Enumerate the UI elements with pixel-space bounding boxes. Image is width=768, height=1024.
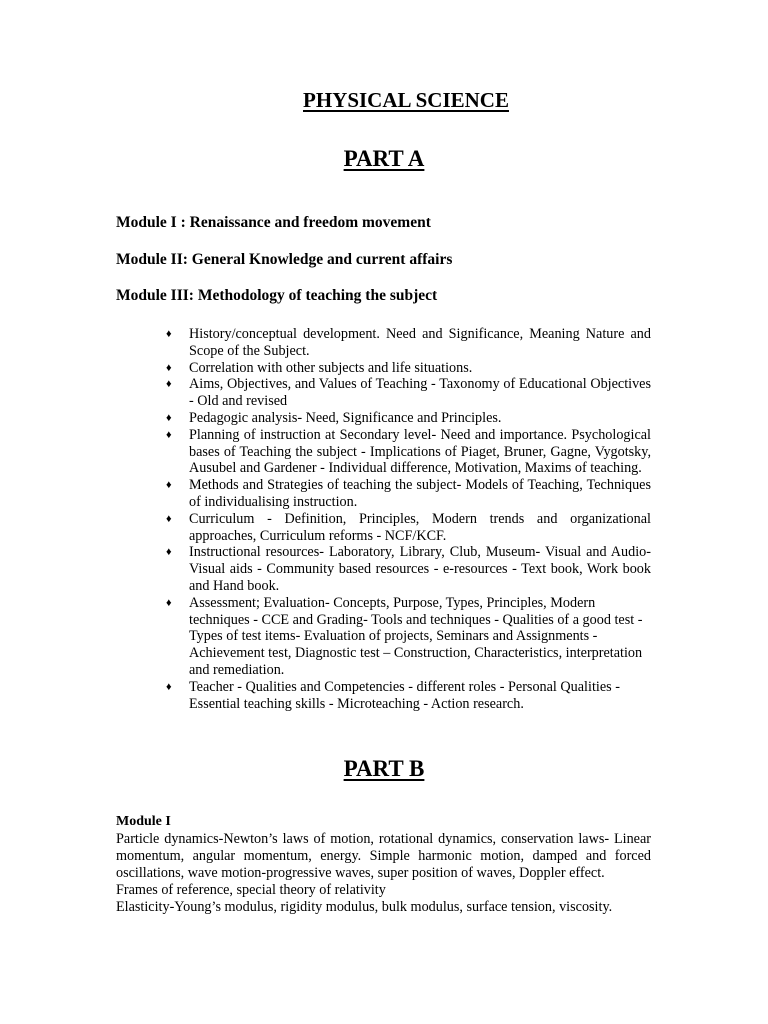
list-item-text: Assessment; Evaluation- Concepts, Purpose, Types, Principles, Modern techniques - CCE and Grading- Tools and techniques - Qualities of a good test - Types of test items- Evaluation of projects, Seminars and Assignments - Achievement test, Diagnostic test – Construction, Characteristics, interpretation and remediation. [189, 594, 643, 678]
diamond-bullet-icon: ♦ [166, 428, 172, 441]
diamond-bullet-icon: ♦ [166, 512, 172, 525]
list-item-text: Pedagogic analysis- Need, Significance and Principles. [189, 409, 502, 426]
list-item [166, 511, 651, 545]
part-a-module-3: Module III: Methodology of teaching the subject [116, 287, 438, 304]
part-a-module-1: Module I : Renaissance and freedom movement [116, 214, 431, 231]
part-b-paragraph: Elasticity-Young’s modulus, rigidity modulus, bulk modulus, surface tension, viscosity. [116, 899, 613, 915]
list-item-text: Aims, Objectives, and Values of Teaching - Taxonomy of Educational Objectives - Old and revised [189, 376, 651, 410]
list-item-text: Planning of instruction at Secondary level- Need and importance. Psychological bases of Teaching the subject - Implications of Piaget, Bruner, Gagne, Vygotsky, Ausubel and Gardener - Individual difference, Motivation, Maxims of teaching. [189, 426, 651, 477]
list-item-text: Teacher - Qualities and Competencies - different roles - Personal Qualities - Essential teaching skills - Microteaching - Action research. [189, 678, 620, 712]
list-item [166, 427, 651, 477]
list-item-text: History/conceptual development. Need and Significance, Meaning Nature and Scope of the Subject. [189, 326, 651, 359]
list-item [166, 477, 651, 511]
list-item-text: Correlation with other subjects and life situations. [189, 359, 473, 376]
diamond-bullet-icon: ♦ [166, 361, 172, 374]
part-a-heading: PART A [343, 146, 425, 171]
diamond-bullet-icon: ♦ [166, 328, 172, 340]
part-a-module-2: Module II: General Knowledge and current affairs [116, 251, 453, 268]
document-title: PHYSICAL SCIENCE [303, 88, 509, 112]
list-item [166, 679, 651, 713]
list-item [166, 376, 651, 410]
list-item-text: Instructional resources- Laboratory, Library, Club, Museum- Visual and Audio-Visual aids - Community based resources - e-resources - Text book, Work book and Hand book. [189, 544, 651, 594]
list-item [166, 544, 651, 594]
list-item-text: Curriculum - Definition, Principles, Modern trends and organizational approaches, Curriculum reforms - NCF/KCF. [189, 510, 651, 544]
part-b-module-heading: Module I [116, 814, 171, 829]
list-item [166, 326, 651, 360]
diamond-bullet-icon: ♦ [166, 680, 172, 693]
part-b-heading: PART B [343, 756, 425, 781]
diamond-bullet-icon: ♦ [166, 378, 172, 391]
diamond-bullet-icon: ♦ [166, 546, 172, 559]
diamond-bullet-icon: ♦ [166, 479, 172, 492]
list-item [166, 360, 651, 377]
list-item [166, 410, 651, 427]
list-item-text: Methods and Strategies of teaching the subject- Models of Teaching, Techniques of individualising instruction. [189, 477, 651, 510]
diamond-bullet-icon: ♦ [166, 596, 172, 609]
methodology-bullet-list [166, 326, 651, 712]
diamond-bullet-icon: ♦ [166, 411, 172, 424]
part-b-paragraph: Frames of reference, special theory of relativity [116, 882, 386, 898]
part-b-module-content [116, 831, 651, 916]
part-b-paragraph: Particle dynamics-Newton’s laws of motion, rotational dynamics, conservation laws- Linear momentum, angular momentum, energy. Simple harmonic motion, damped and forced oscillations, wave motion-progressive waves, super position of waves, Doppler effect. [116, 831, 651, 881]
list-item [166, 595, 651, 679]
